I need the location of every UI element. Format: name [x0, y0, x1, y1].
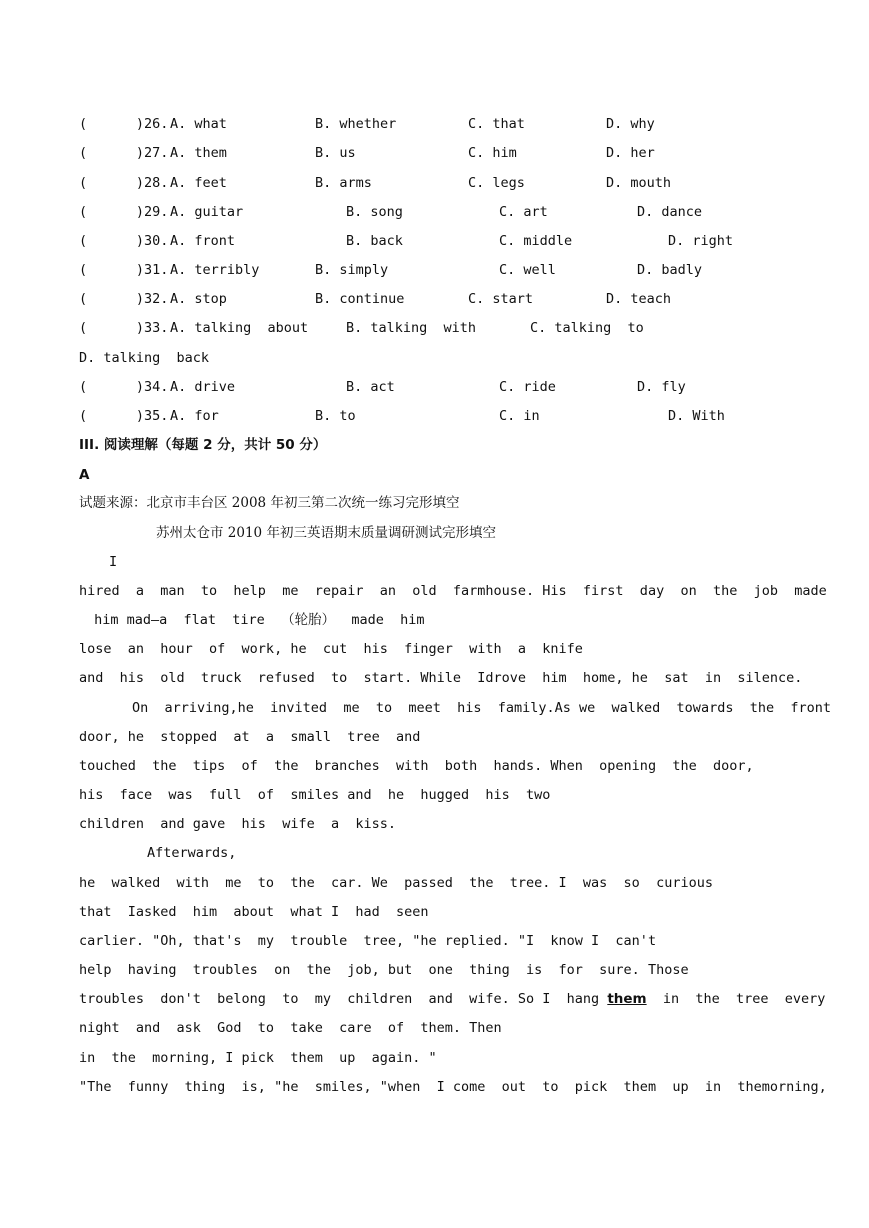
question-row — [79, 233, 839, 249]
passage-line: his face was full of smiles and he hugged his two — [79, 787, 551, 803]
passage-line: and his old truck refused to start. While Idrove him home, he sat in silence. — [79, 670, 803, 686]
option-c: C. ride — [499, 379, 556, 395]
question-number: ( )27. — [79, 145, 169, 161]
passage-line: Afterwards, — [147, 845, 237, 861]
passage-line: he walked with me to the car. We passed the tree. I was so curious — [79, 875, 713, 891]
option-a: A. what — [170, 116, 227, 132]
passage-line: lose an hour of work, he cut his finger with a knife — [79, 641, 583, 657]
option-b: B. simply — [315, 262, 389, 278]
option-c: C. talking to — [530, 320, 644, 336]
option-a: A. guitar — [170, 204, 244, 220]
option-d: D. With — [668, 408, 725, 424]
question-number: ( )30. — [79, 233, 169, 249]
passage-line: in the morning, I pick them up again. " — [79, 1050, 437, 1066]
question-row — [79, 320, 839, 336]
underlined-word: them — [607, 991, 647, 1007]
passage-line: hired a man to help me repair an old farmhouse. His first day on the job made — [79, 583, 827, 599]
passage-text: troubles don't belong to my children and wife. So I hang — [79, 991, 608, 1007]
question-number: ( )34. — [79, 379, 169, 395]
option-b: B. back — [346, 233, 403, 249]
question-number: ( )31. — [79, 262, 169, 278]
option-d: D. mouth — [606, 175, 672, 191]
option-c: C. him — [468, 145, 517, 161]
option-c: C. in — [499, 408, 540, 424]
option-c: C. middle — [499, 233, 573, 249]
option-c: C. legs — [468, 175, 525, 191]
option-d: D. right — [668, 233, 734, 249]
option-c: C. well — [499, 262, 556, 278]
option-d: D. teach — [606, 291, 672, 307]
passage-line: him mad—a flat tire （轮胎） made him — [86, 612, 425, 628]
option-a: A. stop — [170, 291, 227, 307]
question-number: ( )29. — [79, 204, 169, 220]
question-row — [79, 145, 839, 161]
question-number: ( )33. — [79, 320, 169, 336]
option-b: B. us — [315, 145, 356, 161]
passage-line: touched the tips of the branches with both hands. When opening the door, — [79, 758, 754, 774]
option-c: C. that — [468, 116, 525, 132]
option-a: A. terribly — [170, 262, 260, 278]
option-b: B. song — [346, 204, 403, 220]
question-number: ( )26. — [79, 116, 169, 132]
question-number: ( )32. — [79, 291, 169, 307]
passage-line: "The funny thing is, "he smiles, "when I come out to pick them up in themorning, — [79, 1079, 827, 1095]
question-33-option-d: D. talking back — [79, 350, 210, 366]
question-number: ( )28. — [79, 175, 169, 191]
question-number: ( )35. — [79, 408, 169, 424]
option-d: D. dance — [637, 204, 703, 220]
option-a: A. drive — [170, 379, 236, 395]
passage-line — [79, 991, 825, 1007]
question-row — [79, 262, 839, 278]
option-c: C. start — [468, 291, 534, 307]
passage-line: that Iasked him about what I had seen — [79, 904, 429, 920]
passage-line: children and gave his wife a kiss. — [79, 816, 396, 832]
option-b: B. whether — [315, 116, 397, 132]
passage-text: in the tree every — [646, 991, 826, 1007]
passage-line: night and ask God to take care of them. Then — [79, 1020, 502, 1036]
option-a: A. front — [170, 233, 236, 249]
source-line: 试题来源：北京市丰台区 2008 年初三第二次统一练习完形填空 — [79, 495, 460, 511]
passage-line: help having troubles on the job, but one thing is for sure. Those — [79, 962, 689, 978]
option-b: B. act — [346, 379, 395, 395]
question-row — [79, 116, 839, 132]
passage-line: On arriving,he invited me to meet his family.As we walked towards the front — [132, 700, 831, 716]
option-d: D. her — [606, 145, 655, 161]
question-row — [79, 379, 839, 395]
option-b: B. continue — [315, 291, 405, 307]
option-b: B. to — [315, 408, 356, 424]
option-d: D. why — [606, 116, 655, 132]
option-a: A. feet — [170, 175, 227, 191]
section-heading: III. 阅读理解（每题 2 分，共计 50 分） — [79, 437, 327, 453]
option-a: A. for — [170, 408, 219, 424]
option-b: B. arms — [315, 175, 372, 191]
question-row — [79, 291, 839, 307]
passage-line: I — [109, 554, 118, 570]
option-d: D. badly — [637, 262, 703, 278]
passage-line: door, he stopped at a small tree and — [79, 729, 421, 745]
option-a: A. talking about — [170, 320, 309, 336]
option-a: A. them — [170, 145, 227, 161]
question-row — [79, 408, 839, 424]
passage-line: carlier. "Oh, that's my trouble tree, "he replied. "I know I can't — [79, 933, 657, 949]
option-d: D. fly — [637, 379, 686, 395]
option-b: B. talking with — [346, 320, 477, 336]
question-row — [79, 204, 839, 220]
option-c: C. art — [499, 204, 548, 220]
question-row — [79, 175, 839, 191]
section-letter: A — [79, 467, 90, 483]
source-line: 苏州太仓市 2010 年初三英语期末质量调研测试完形填空 — [156, 525, 496, 541]
